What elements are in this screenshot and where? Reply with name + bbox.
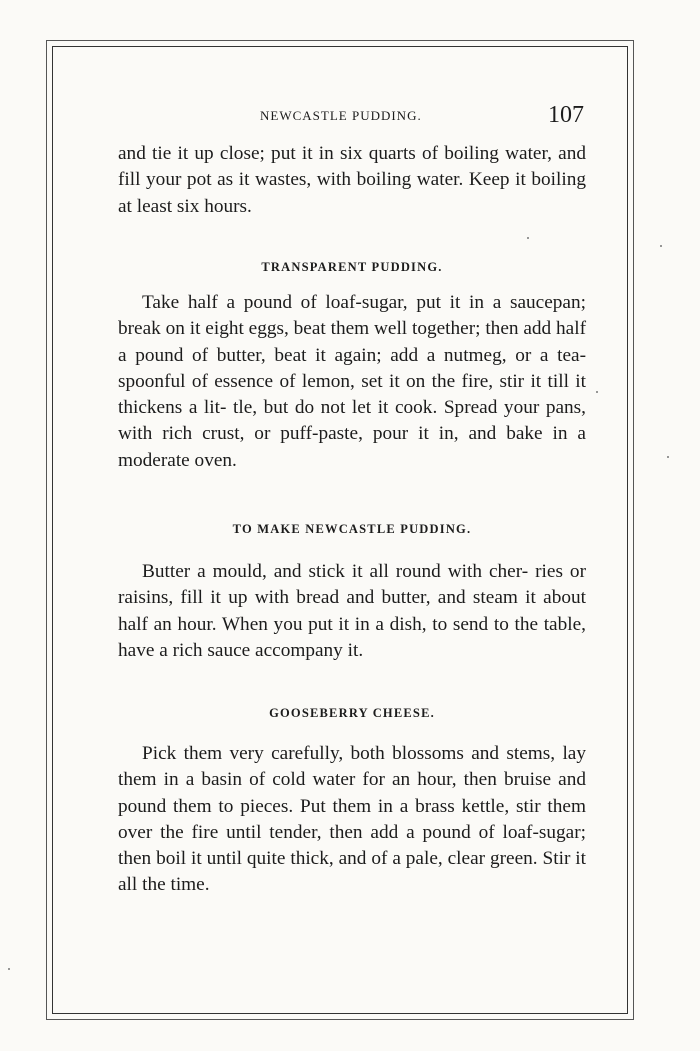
heading-transparent-pudding: TRANSPARENT PUDDING. — [261, 260, 443, 274]
heading-gooseberry-cheese: GOOSEBERRY CHEESE. — [269, 706, 435, 720]
paper-speck — [596, 391, 598, 393]
running-head-title: NEWCASTLE PUDDING. — [260, 108, 422, 123]
paper-speck — [667, 456, 669, 458]
paper-speck — [660, 245, 662, 247]
page-number: 107 — [548, 102, 584, 128]
paragraph-gooseberry-cheese: Pick them very carefully, both blossoms and stems, lay them in a basin of cold water for an hour, then bruise and pound them to pieces. Put them in a brass kettle, stir them over the fire until tender, then add a pound of loaf-sugar; then boil it until quite thick, and of a pale, clear green. Stir it all the time. — [118, 743, 586, 896]
paragraph-newcastle-pudding: Butter a mould, and stick it all round with cher- ries or raisins, fill it up with bread and butter, and steam it about half an hour. When you put it in a dish, to send to the table, have a rich sauce accompany it. — [118, 561, 586, 661]
paper-speck — [527, 237, 529, 239]
heading-newcastle-pudding: TO MAKE NEWCASTLE PUDDING. — [232, 522, 472, 536]
paper-speck — [8, 968, 10, 970]
running-head — [118, 102, 586, 136]
continued-paragraph: and tie it up close; put it in six quarts of boiling water, and fill your pot as it wastes, with boiling water. Keep it boiling at least six hours. — [118, 143, 586, 217]
paragraph-transparent-pudding: Take half a pound of loaf-sugar, put it in a saucepan; break on it eight eggs, beat them well together; then add half a pound of butter, beat it again; add a nutmeg, or a tea-spoonful of essence of lemon, set it on the fire, stir it till it thickens a lit- tle, but do not let it cook. Spread your pans, with rich crust, or puff-paste, pour it in, and bake in a moderate oven. — [118, 292, 586, 471]
